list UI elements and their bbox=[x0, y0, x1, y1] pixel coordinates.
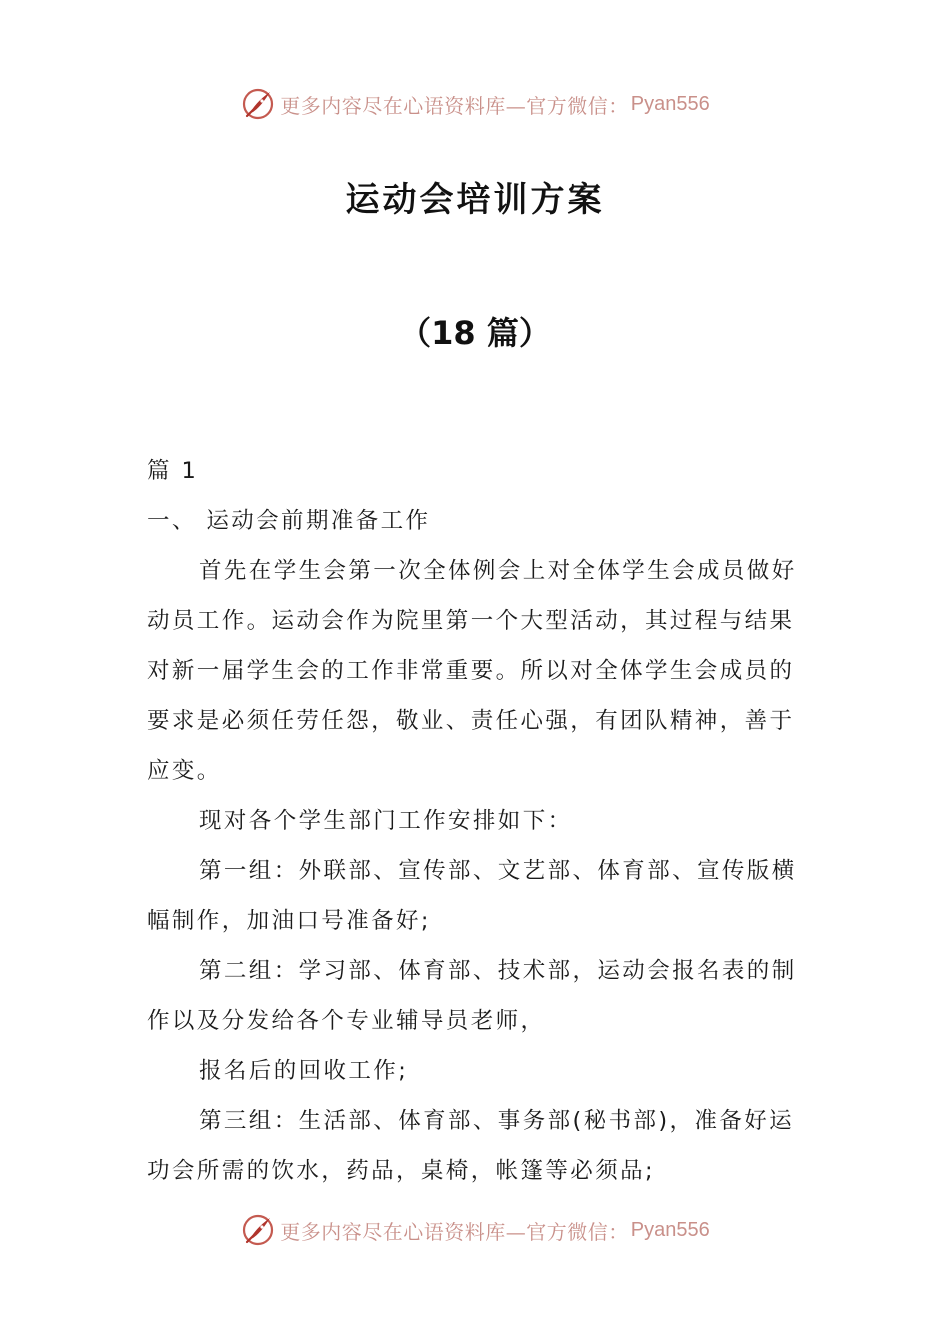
paragraph: 首先在学生会第一次全体例会上对全体学生会成员做好动员工作。运动会作为院里第一个大型活动，其过程与结果对新一届学生会的工作非常重要。所以对全体学生会成员的要求是必须任劳任怨，敬业、责任心强，有团队精神，善于应变。 bbox=[147, 558, 797, 784]
watermark-text: 更多内容尽在心语资料库—官方微信： bbox=[280, 93, 629, 118]
watermark-wechat-id: Pyan556 bbox=[630, 1218, 710, 1241]
header-watermark-banner bbox=[0, 82, 950, 126]
quill-pen-logo-icon bbox=[240, 86, 276, 122]
paragraph: 第一组：外联部、宣传部、文艺部、体育部、宣传版横幅制作，加油口号准备好; bbox=[147, 858, 797, 934]
quill-pen-logo-icon bbox=[240, 1212, 276, 1248]
paragraph: 第二组：学习部、体育部、技术部，运动会报名表的制作以及分发给各个专业辅导员老师， bbox=[147, 958, 797, 1034]
section-label: 篇 1 bbox=[147, 458, 199, 484]
paragraph: 报名后的回收工作; bbox=[199, 1058, 409, 1084]
document-body bbox=[147, 446, 807, 1196]
watermark-text: 更多内容尽在心语资料库—官方微信： bbox=[280, 1219, 629, 1244]
section-heading: 一、 运动会前期准备工作 bbox=[147, 508, 431, 534]
paragraph: 现对各个学生部门工作安排如下： bbox=[199, 808, 573, 834]
paragraph: 第三组：生活部、体育部、事务部(秘书部)，准备好运功会所需的饮水，药品，桌椅，帐篷等必须品; bbox=[147, 1108, 795, 1184]
watermark-wechat-id: Pyan556 bbox=[630, 92, 710, 115]
document-title: 运动会培训方案 bbox=[345, 180, 605, 220]
footer-watermark-banner bbox=[0, 1208, 950, 1252]
document-subtitle: （18 篇） bbox=[399, 314, 551, 352]
